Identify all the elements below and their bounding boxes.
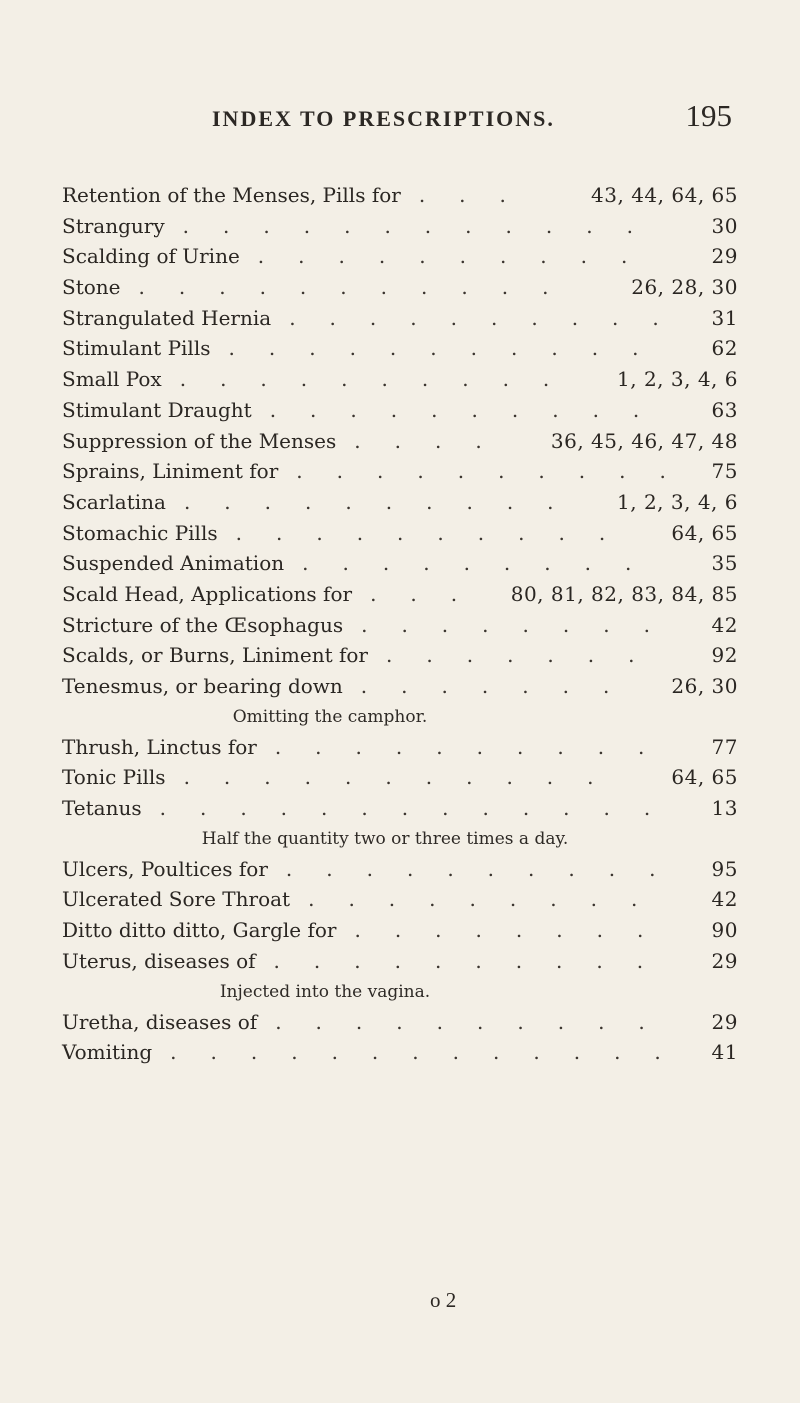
index-entry xyxy=(62,548,738,579)
index-term: Scalding of Urine xyxy=(62,244,240,269)
index-term: Strangulated Hernia xyxy=(62,305,272,330)
leader-dots: . . . xyxy=(370,581,459,606)
page-references: 36, 45, 46, 47, 48 xyxy=(550,428,738,453)
index-entry xyxy=(62,395,738,426)
leader-dots: . . . . . . . . xyxy=(354,918,645,943)
page-references: 30 xyxy=(711,213,738,238)
index-term: Uretha, diseases of xyxy=(62,1009,258,1034)
index-entry xyxy=(62,610,738,641)
index-term: Scald Head, Applications for xyxy=(62,581,353,606)
leader-dots: . . . . . . . . . . xyxy=(275,1009,646,1034)
index-term: Ulcerated Sore Throat xyxy=(62,887,291,912)
index-term: Stomachic Pills xyxy=(62,520,218,545)
page-references: 35 xyxy=(711,551,738,576)
index-entry xyxy=(62,241,738,272)
page-references: 42 xyxy=(711,887,738,912)
page-references: 29 xyxy=(711,1009,738,1034)
index-entry xyxy=(62,303,738,334)
index-term: Uterus, diseases of xyxy=(62,948,256,973)
leader-dots: . . . . . . . . . . xyxy=(183,489,555,514)
page-references: 26, 28, 30 xyxy=(631,275,738,300)
index-entry xyxy=(62,333,738,364)
page-number: 195 xyxy=(685,98,732,133)
index-note: Omitting the camphor. xyxy=(232,706,428,727)
page-references: 41 xyxy=(711,1040,738,1065)
leader-dots: . . . xyxy=(418,183,507,207)
leader-dots: . . . . . . . . . . xyxy=(269,397,641,422)
index-term: Suspended Animation xyxy=(62,551,285,576)
leader-dots: . . . . . . . . . . . . . xyxy=(170,1040,662,1065)
index-entry xyxy=(62,640,738,671)
index-entry xyxy=(62,364,738,395)
page-references: 42 xyxy=(711,612,738,637)
index-entry xyxy=(62,180,738,211)
index-note: Half the quantity two or three times a day. xyxy=(201,828,569,849)
page-references: 13 xyxy=(711,796,738,821)
index-term: Tonic Pills xyxy=(62,765,166,790)
index-term: Vomiting xyxy=(62,1040,153,1065)
index-list xyxy=(62,180,738,1068)
leader-dots: . . . . . . . xyxy=(386,643,636,668)
leader-dots: . . . . . . . . . . xyxy=(235,520,607,545)
index-entry xyxy=(62,793,738,824)
leader-dots: . . . . . . . . . xyxy=(308,887,639,912)
leader-dots: . . . . . . . . . . . xyxy=(138,275,550,300)
leader-dots: . . . . . . . . . . . . . xyxy=(159,796,652,821)
index-entry xyxy=(62,762,738,793)
page-references: 1, 2, 3, 4, 6 xyxy=(617,367,738,392)
index-entry xyxy=(62,1007,738,1038)
index-term: Scalds, or Burns, Liniment for xyxy=(62,643,368,668)
page-references: 90 xyxy=(711,918,738,943)
leader-dots: . . . . . . . . . . . . xyxy=(182,213,634,238)
index-term: Tenesmus, or bearing down xyxy=(62,674,343,698)
page-references: 62 xyxy=(711,336,738,361)
leader-dots: . . . . . . . . . . xyxy=(285,856,657,881)
page-references: 75 xyxy=(711,459,738,484)
index-term: Ditto ditto ditto, Gargle for xyxy=(62,918,337,943)
page-references: 64, 65 xyxy=(671,520,738,545)
leader-dots: . . . . . . . . . . xyxy=(296,459,667,484)
index-entry xyxy=(62,732,738,763)
index-entry xyxy=(62,487,738,518)
page-references: 29 xyxy=(711,948,738,973)
page-references: 63 xyxy=(711,397,738,422)
leader-dots: . . . . . . . xyxy=(360,674,611,698)
index-entry xyxy=(62,579,738,610)
index-entry xyxy=(62,1037,738,1068)
index-note: Injected into the vagina. xyxy=(219,981,431,1002)
leader-dots: . . . . . . . . . . xyxy=(179,367,551,392)
leader-dots: . . . . . . . . xyxy=(361,612,651,637)
index-term: Suppression of the Menses xyxy=(62,428,337,453)
leader-dots: . . . . . . . . . . . xyxy=(228,336,640,361)
index-entry xyxy=(62,671,738,702)
leader-dots: . . . . xyxy=(354,428,483,453)
page-references: 64, 65 xyxy=(671,765,738,790)
index-term: Small Pox xyxy=(62,367,162,392)
index-term: Thrush, Linctus for xyxy=(62,734,257,759)
page-references: 95 xyxy=(711,856,738,881)
leader-dots: . . . . . . . . . xyxy=(302,551,633,576)
page-references: 80, 81, 82, 83, 84, 85 xyxy=(510,581,738,606)
index-term: Tetanus xyxy=(62,796,142,821)
index-term: Scarlatina xyxy=(62,489,166,514)
index-term: Stimulant Pills xyxy=(62,336,211,361)
printer-signature-mark: o 2 xyxy=(430,1288,457,1312)
leader-dots: . . . . . . . . . . xyxy=(274,734,646,759)
index-entry xyxy=(62,518,738,549)
page-references: 92 xyxy=(711,643,738,668)
index-entry xyxy=(62,456,738,487)
leader-dots: . . . . . . . . . . xyxy=(289,305,660,330)
page-references: 1, 2, 3, 4, 6 xyxy=(617,489,738,514)
index-entry xyxy=(62,272,738,303)
page-references: 26, 30 xyxy=(671,674,738,698)
index-term: Stimulant Draught xyxy=(62,397,252,422)
page-references: 77 xyxy=(711,734,738,759)
running-title: INDEX TO PRESCRIPTIONS. xyxy=(212,106,555,131)
index-entry xyxy=(62,946,738,977)
leader-dots: . . . . . . . . . . . xyxy=(183,765,595,790)
index-entry xyxy=(62,426,738,457)
index-entry xyxy=(62,884,738,915)
index-term: Retention of the Menses, Pills for xyxy=(62,183,401,207)
index-term: Ulcers, Poultices for xyxy=(62,856,268,881)
leader-dots: . . . . . . . . . . xyxy=(273,948,645,973)
index-entry xyxy=(62,915,738,946)
index-entry xyxy=(62,211,738,242)
index-term: Sprains, Liniment for xyxy=(62,459,279,484)
index-term: Strangury xyxy=(62,213,165,238)
index-term: Stricture of the Œsophagus xyxy=(62,612,344,637)
index-term: Stone xyxy=(62,275,121,300)
page-references: 31 xyxy=(711,305,738,330)
page-references: 29 xyxy=(711,244,738,269)
index-entry xyxy=(62,854,738,885)
page-references: 43, 44, 64, 65 xyxy=(591,183,738,207)
leader-dots: . . . . . . . . . . xyxy=(257,244,629,269)
running-head xyxy=(212,98,732,138)
